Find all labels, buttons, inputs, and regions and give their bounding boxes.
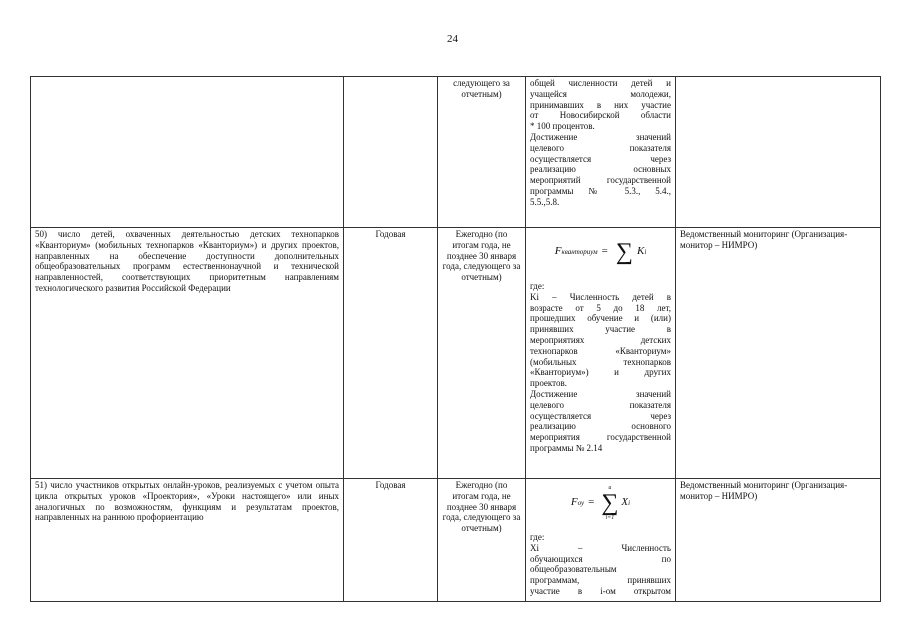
formula-equals: = <box>601 245 608 258</box>
indicator-name-cell: 50) число детей, охваченных деятельностью детских технопарков «Кванториум» (мобильных технопарков «Кванториум») и других проектов, направленных на обеспечение доступности дополнительных общеобразовательных программ естественнонаучной и технической направленностей, соответствующих приоритетным направлениям технологического развития Российской Федерации <box>31 228 344 479</box>
formula-lhs: F <box>554 245 562 258</box>
method-cell <box>526 77 676 228</box>
method-line: мероприятия государственной <box>530 432 671 443</box>
method-cell <box>526 228 676 479</box>
source-cell: Ведомственный мониторинг (Организация-монитор – НИМРО) <box>676 228 881 479</box>
periodicity-cell: Годовая <box>344 228 438 479</box>
formula-rhs: X <box>621 496 629 509</box>
method-line: мероприятий государственной <box>530 175 671 186</box>
method-line: (мобильных технопарков <box>530 356 671 367</box>
method-line: целевого показателя <box>530 142 671 153</box>
method-line: Достижение значений <box>530 388 671 399</box>
formula-rhs-subscript: i <box>628 498 631 507</box>
page-number: 24 <box>447 33 458 45</box>
method-line: прошедших обучение и (или) <box>530 313 671 324</box>
method-line: принявших участие в <box>530 324 671 335</box>
method-line: программам, принявших <box>530 575 671 586</box>
sum-lower-limit: i=1 <box>605 515 615 521</box>
formula-equals: = <box>588 496 595 509</box>
method-line: * 100 процентов. <box>530 121 595 132</box>
source-cell: Ведомственный мониторинг (Организация-монитор – НИМРО) <box>676 479 881 602</box>
method-line: от Новосибирской области <box>530 110 671 121</box>
method-line: технопарков «Кванториум» <box>530 345 671 356</box>
formula-lhs: F <box>570 496 578 509</box>
method-cell <box>526 479 676 602</box>
periodicity-cell <box>344 77 438 228</box>
formula-rhs: K <box>636 245 645 258</box>
method-line: участие в i-ом открытом <box>530 585 671 596</box>
method-line: общеобразовательным <box>530 564 617 575</box>
sum-symbol: ∑ <box>601 490 619 516</box>
method-line: общей численности детей и <box>530 78 671 88</box>
method-line: Xi – Численность <box>530 542 671 553</box>
method-line: реализацию основного <box>530 421 671 432</box>
formula-lhs-subscript: оу <box>577 498 585 507</box>
formula-lhs-subscript: кванториум <box>561 247 598 256</box>
indicators-table <box>30 76 881 602</box>
method-line: Достижение значений <box>530 131 671 142</box>
formula <box>530 229 671 275</box>
sum-with-limits <box>601 485 618 521</box>
method-line: возрасте от 5 до 18 лет, <box>530 302 671 313</box>
method-line: где: <box>530 281 545 291</box>
method-line: целевого показателя <box>530 399 671 410</box>
method-line: принимавших в них участие <box>530 99 671 110</box>
method-line: мероприятиях детских <box>530 334 671 345</box>
indicator-name-cell: 51) число участников открытых онлайн-уроков, реализуемых с учетом опыта цикла открытых уроков «Проектория», «Уроки настоящего» или иных аналогичных по возможностям, функциям и результатам проектов, направленных на раннюю профориентацию <box>31 479 344 602</box>
formula-rhs-subscript: i <box>644 247 647 256</box>
method-line: Ki – Численность детей в <box>530 291 671 302</box>
method-line: программы № 2.14 <box>530 442 603 453</box>
method-line: осуществляется через <box>530 410 671 421</box>
method-line: реализацию основных <box>530 164 671 175</box>
formula <box>530 480 671 526</box>
table-row <box>31 77 881 228</box>
method-line: «Кванториум») и других <box>530 367 671 378</box>
method-line: учащейся молодежи, <box>530 88 671 99</box>
timing-cell: Ежегодно (по итогам года, не позднее 30 января года, следующего за отчетным) <box>438 228 526 479</box>
sum-upper-limit: u <box>608 485 612 491</box>
table-row <box>31 479 881 602</box>
table-row <box>31 228 881 479</box>
method-line: обучающихся по <box>530 553 671 564</box>
indicator-name-cell <box>31 77 344 228</box>
periodicity-cell: Годовая <box>344 479 438 602</box>
timing-cell: следующего за отчетным) <box>438 77 526 228</box>
method-line: проектов. <box>530 378 567 389</box>
method-line: 5.5.,5.8. <box>530 196 560 207</box>
sum-symbol: ∑ <box>615 239 633 265</box>
method-line: программы № 5.3., 5.4., <box>530 185 671 196</box>
method-line: осуществляется через <box>530 153 671 164</box>
timing-cell: Ежегодно (по итогам года, не позднее 30 января года, следующего за отчетным) <box>438 479 526 602</box>
source-cell <box>676 77 881 228</box>
method-line: где: <box>530 532 545 542</box>
